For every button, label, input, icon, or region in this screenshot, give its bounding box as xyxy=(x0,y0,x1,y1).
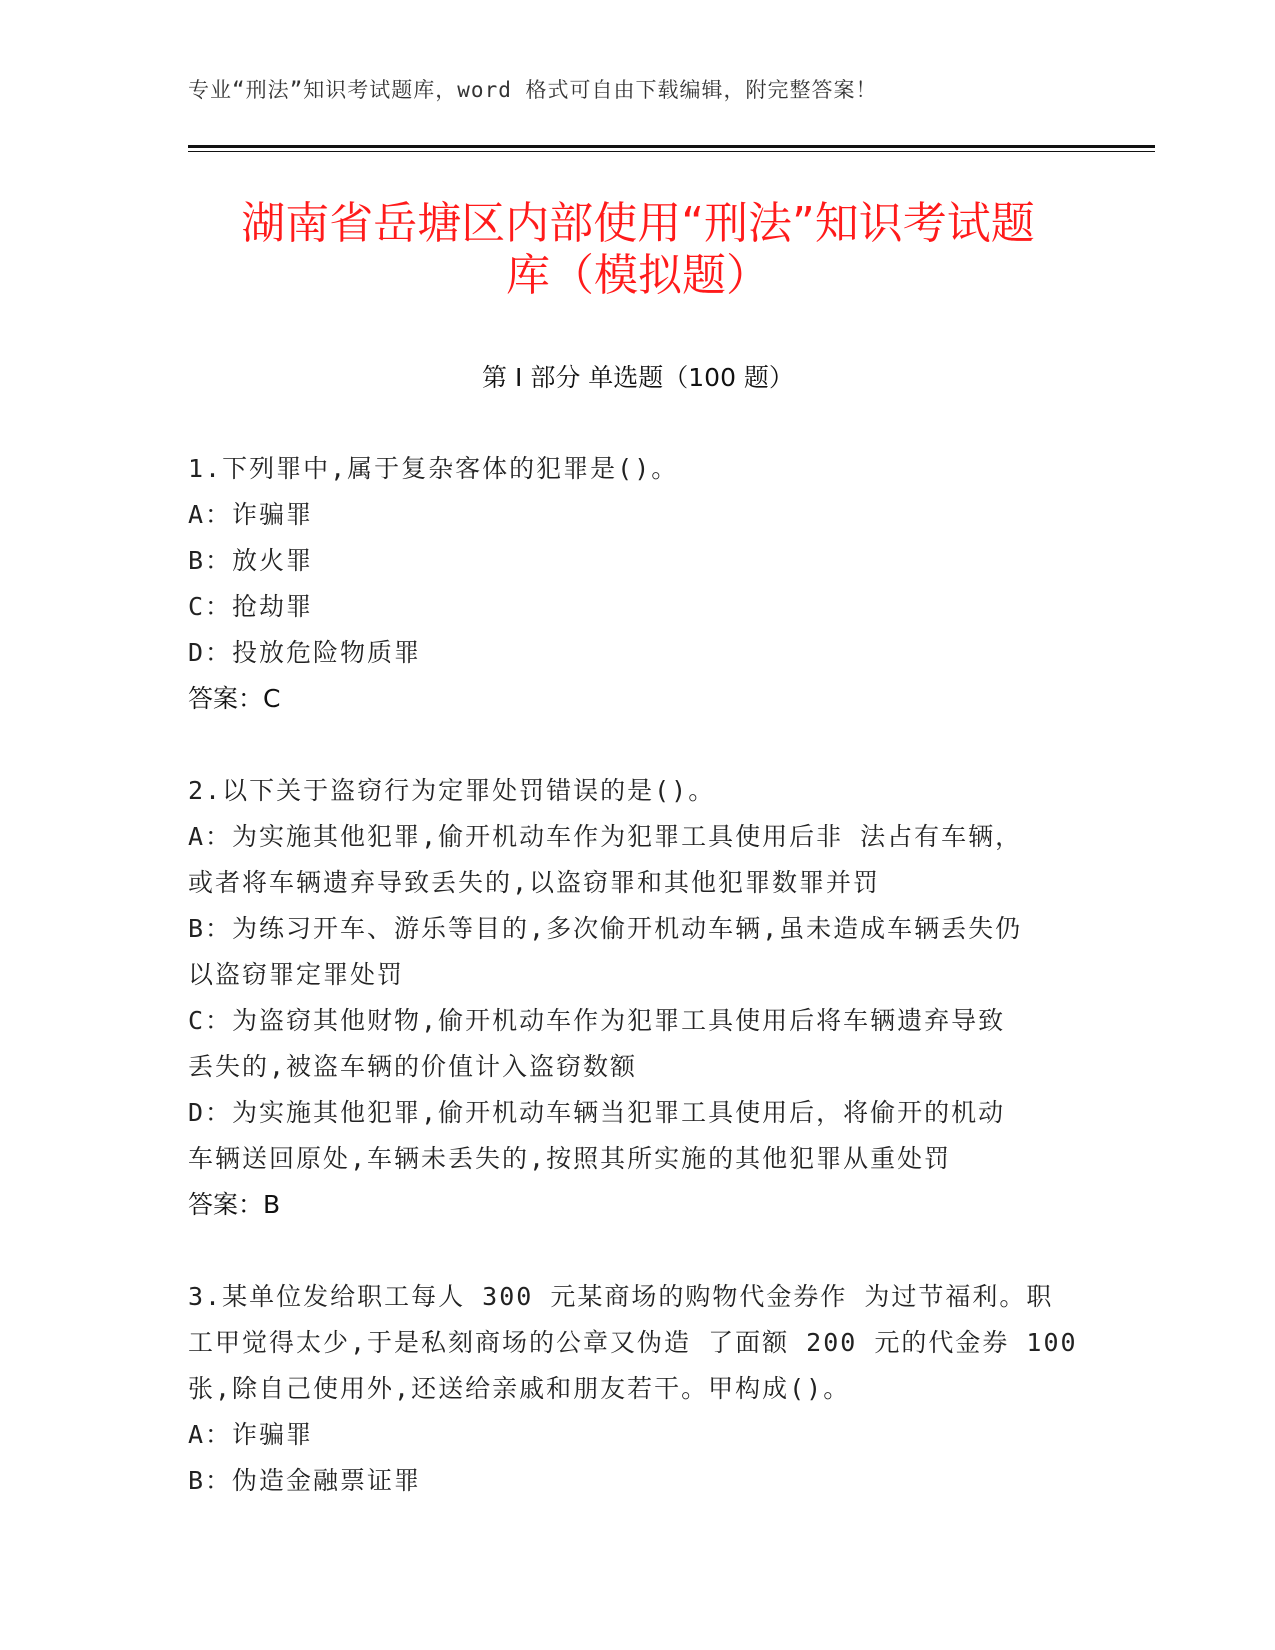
question-list xyxy=(188,446,1088,1550)
question-2 xyxy=(188,768,1088,1228)
answer: 答案：B xyxy=(188,1190,281,1219)
question-stem: 1.下列罪中,属于复杂客体的犯罪是()。 xyxy=(188,454,679,483)
answer: 答案：C xyxy=(188,684,281,713)
option-b: B：放火罪 xyxy=(188,546,314,575)
question-1 xyxy=(188,446,1088,722)
question-stem-continued: 张,除自己使用外,还送给亲戚和朋友若干。甲构成()。 xyxy=(188,1374,851,1403)
title-line-2: 库（模拟题） xyxy=(506,250,770,301)
question-stem: 3.某单位发给职工每人 300 元某商场的购物代金券作 为过节福利。职 xyxy=(188,1282,1054,1311)
title-line-1: 湖南省岳塘区内部使用“刑法”知识考试题 xyxy=(241,198,1035,249)
section-title: 第 I 部分 单选题（100 题） xyxy=(482,363,794,392)
option-c: C：为盗窃其他财物,偷开机动车作为犯罪工具使用后将车辆遗弃导致 xyxy=(188,1006,1006,1035)
option-a: A：诈骗罪 xyxy=(188,500,314,529)
header-rule-thin xyxy=(188,151,1155,152)
option-b: B：为练习开车、游乐等目的,多次偷开机动车辆,虽未造成车辆丢失仍 xyxy=(188,914,1023,943)
header-rule-thick xyxy=(188,145,1155,148)
option-d-continued: 车辆送回原处,车辆未丢失的,按照其所实施的其他犯罪从重处罚 xyxy=(188,1144,952,1173)
option-b: B：伪造金融票证罪 xyxy=(188,1466,422,1495)
option-b-continued: 以盗窃罪定罪处罚 xyxy=(188,960,405,989)
question-stem: 2.以下关于盗窃行为定罪处罚错误的是()。 xyxy=(188,776,716,805)
option-a-continued: 或者将车辆遗弃导致丢失的,以盗窃罪和其他犯罪数罪并罚 xyxy=(188,868,881,897)
option-d: D：投放危险物质罪 xyxy=(188,638,422,667)
header-note: 专业“刑法”知识考试题库，word 格式可自由下载编辑，附完整答案！ xyxy=(188,78,878,102)
option-a: A：为实施其他犯罪,偷开机动车作为犯罪工具使用后非 法占有车辆， xyxy=(188,822,1023,851)
question-3 xyxy=(188,1274,1088,1504)
option-c-continued: 丢失的,被盗车辆的价值计入盗窃数额 xyxy=(188,1052,638,1081)
option-c: C：抢劫罪 xyxy=(188,592,314,621)
option-d: D：为实施其他犯罪,偷开机动车辆当犯罪工具使用后，将偷开的机动 xyxy=(188,1098,1006,1127)
document-title xyxy=(188,198,1088,302)
option-a: A：诈骗罪 xyxy=(188,1420,314,1449)
question-stem-continued: 工甲觉得太少,于是私刻商场的公章又伪造 了面额 200 元的代金券 100 xyxy=(188,1328,1078,1357)
